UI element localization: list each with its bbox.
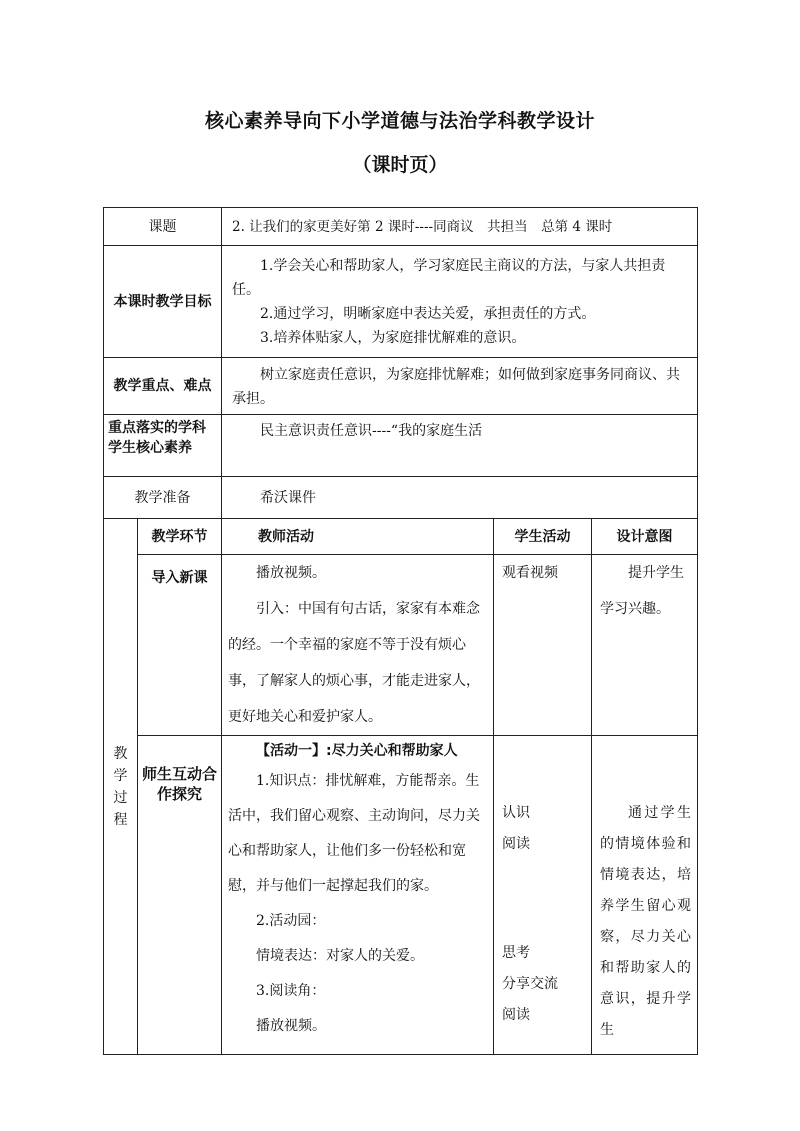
document-subtitle: （课时页）: [352, 154, 448, 176]
literacy-row: [104, 415, 698, 477]
interact-student-cell: [494, 736, 592, 1055]
intro-row: [104, 555, 698, 736]
column-header-student: 学生活动: [494, 519, 592, 555]
intro-stage: 导入新课: [138, 555, 222, 736]
intro-teacher-line-2: 引入：中国有句古话，家家有本难念的经。一个幸福的家庭不等于没有烦心事，了解家人的烦心事，才能走进家人，更好地关心和爱护家人。: [228, 601, 480, 725]
key-points-label: 教学重点、难点: [104, 358, 222, 415]
activity-one-title: 【活动一】:尽力关心和帮助家人: [256, 743, 458, 759]
key-points-row: [104, 358, 698, 415]
interact-teacher-line-1: 1.知识点：排忧解难，方能帮亲。生活中，我们留心观察、主动询问，尽力关心和帮助家人，让他们多一份轻松和宽慰，并与他们一起撑起我们的家。: [228, 773, 480, 894]
objectives-row: [104, 246, 698, 358]
prep-value: 希沃课件: [260, 489, 316, 506]
column-header-teacher: 教师活动: [222, 519, 494, 555]
topic-label: 课题: [104, 208, 222, 246]
interact-teacher-line-4: 3.阅读角：: [256, 983, 326, 999]
prep-row: [104, 477, 698, 519]
intro-intent-cell: [592, 555, 698, 736]
objective-2: 2.通过学习，明晰家庭中表达关爱，承担责任的方式。: [260, 306, 596, 322]
column-header-stage: 教学环节: [138, 519, 222, 555]
interact-stage: 师生互动合作探究: [138, 736, 222, 1055]
interact-student-3: 思考: [502, 945, 530, 961]
key-points-cell: [222, 358, 698, 415]
literacy-label: 重点落实的学科学生核心素养: [104, 415, 222, 477]
intro-student: 观看视频: [494, 555, 592, 736]
objective-1: 1.学会关心和帮助家人，学习家庭民主商议的方法，与家人共担责任。: [232, 258, 666, 298]
objective-3: 3.培养体贴家人，为家庭排忧解难的意识。: [260, 330, 526, 346]
intro-teacher-line-1: 播放视频。: [256, 565, 326, 581]
interact-teacher-line-5: 播放视频。: [256, 1018, 326, 1034]
column-header-intent: 设计意图: [592, 519, 698, 555]
prep-label: 教学准备: [104, 477, 222, 519]
interact-teacher-line-2: 2.活动园：: [256, 913, 326, 929]
interact-student-1: 认识: [502, 805, 530, 821]
literacy-cell: [222, 415, 698, 477]
document-title: 核心素养导向下小学道德与法治学科教学设计: [204, 110, 595, 132]
process-side-label: 教学过程: [104, 519, 138, 1055]
intro-teacher-cell: [222, 555, 494, 736]
objectives-cell: [222, 246, 698, 358]
interact-student-5: 阅读: [502, 1007, 530, 1023]
interact-row: [104, 736, 698, 1055]
objectives-label: 本课时教学目标: [104, 246, 222, 358]
topic-row: [104, 208, 698, 246]
interact-teacher-line-3: 情境表达：对家人的关爱。: [256, 948, 424, 964]
process-header-row: [104, 519, 698, 555]
interact-student-2: 阅读: [502, 836, 530, 852]
literacy-value: 民主意识责任意识----“我的家庭生活: [260, 423, 483, 439]
interact-intent-cell: [592, 736, 698, 1055]
intro-intent: 提升学生学习兴趣。: [600, 565, 684, 617]
lesson-plan-table: [103, 207, 698, 1055]
prep-cell: [222, 477, 698, 519]
key-points-value: 树立家庭责任意识，为家庭排忧解难；如何做到家庭事务同商议、共承担。: [232, 367, 680, 407]
topic-value: 2. 让我们的家更美好第 2 课时----同商议 共担当 总第 4 课时: [222, 208, 698, 246]
interact-student-4: 分享交流: [502, 976, 558, 992]
interact-teacher-cell: [222, 736, 494, 1055]
interact-intent: 通过学生的情境体验和情境表达，培养学生留心观察，尽力关心和帮助家人的意识，提升学生: [600, 805, 691, 1038]
